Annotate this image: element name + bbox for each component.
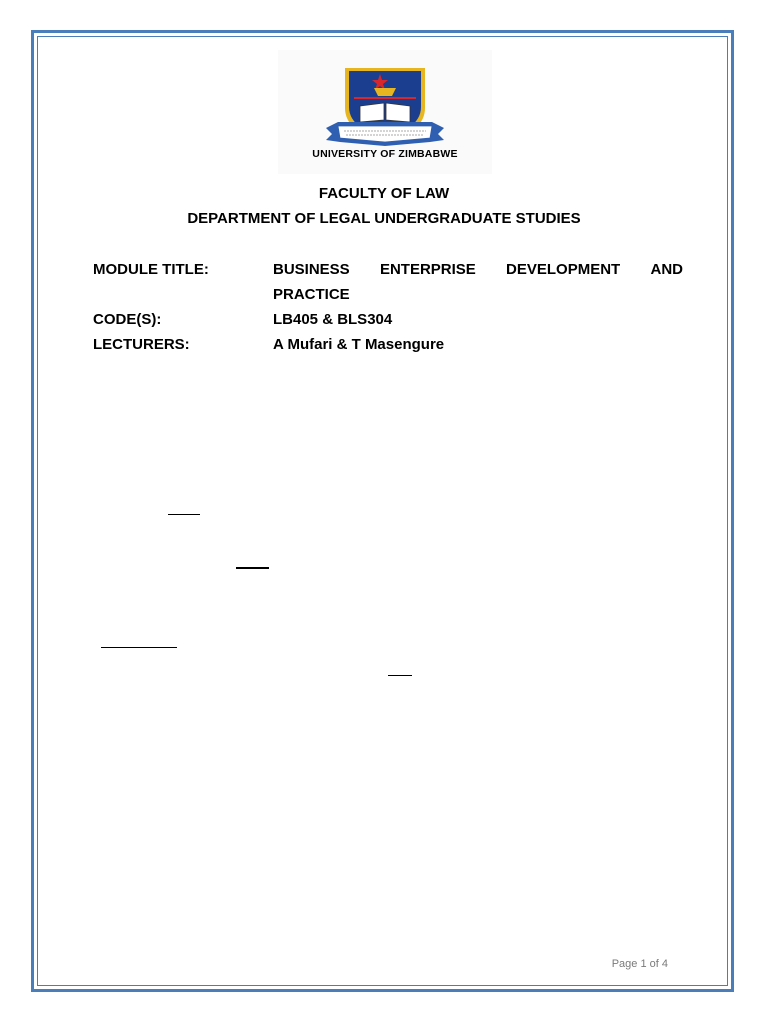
module-title-word: BUSINESS [273, 261, 350, 278]
faculty-heading: FACULTY OF LAW [318, 185, 450, 202]
page-number: Page 1 of 4 [611, 958, 668, 970]
code-value: LB405 & BLS304 [273, 311, 393, 328]
underline-mark [388, 675, 412, 676]
university-logo [278, 50, 492, 174]
module-title-label: MODULE TITLE: [93, 261, 209, 278]
module-title-word: ENTERPRISE [379, 261, 476, 278]
lecturers-label: LECTURERS: [93, 336, 190, 353]
lecturers-value: A Mufari & T Masengure [273, 336, 445, 353]
underline-mark [101, 647, 177, 648]
page-border-inner [37, 36, 728, 986]
university-name: UNIVERSITY OF ZIMBABWE [312, 148, 458, 160]
module-title-line-1 [273, 261, 683, 278]
department-heading: DEPARTMENT OF LEGAL UNDERGRADUATE STUDIES [187, 210, 581, 227]
module-title-line-2: PRACTICE [273, 286, 350, 303]
underline-mark [236, 567, 269, 569]
module-title-word: AND [650, 261, 683, 278]
module-title-word: DEVELOPMENT [506, 261, 621, 278]
underline-mark [168, 514, 200, 515]
code-label: CODE(S): [93, 311, 162, 328]
